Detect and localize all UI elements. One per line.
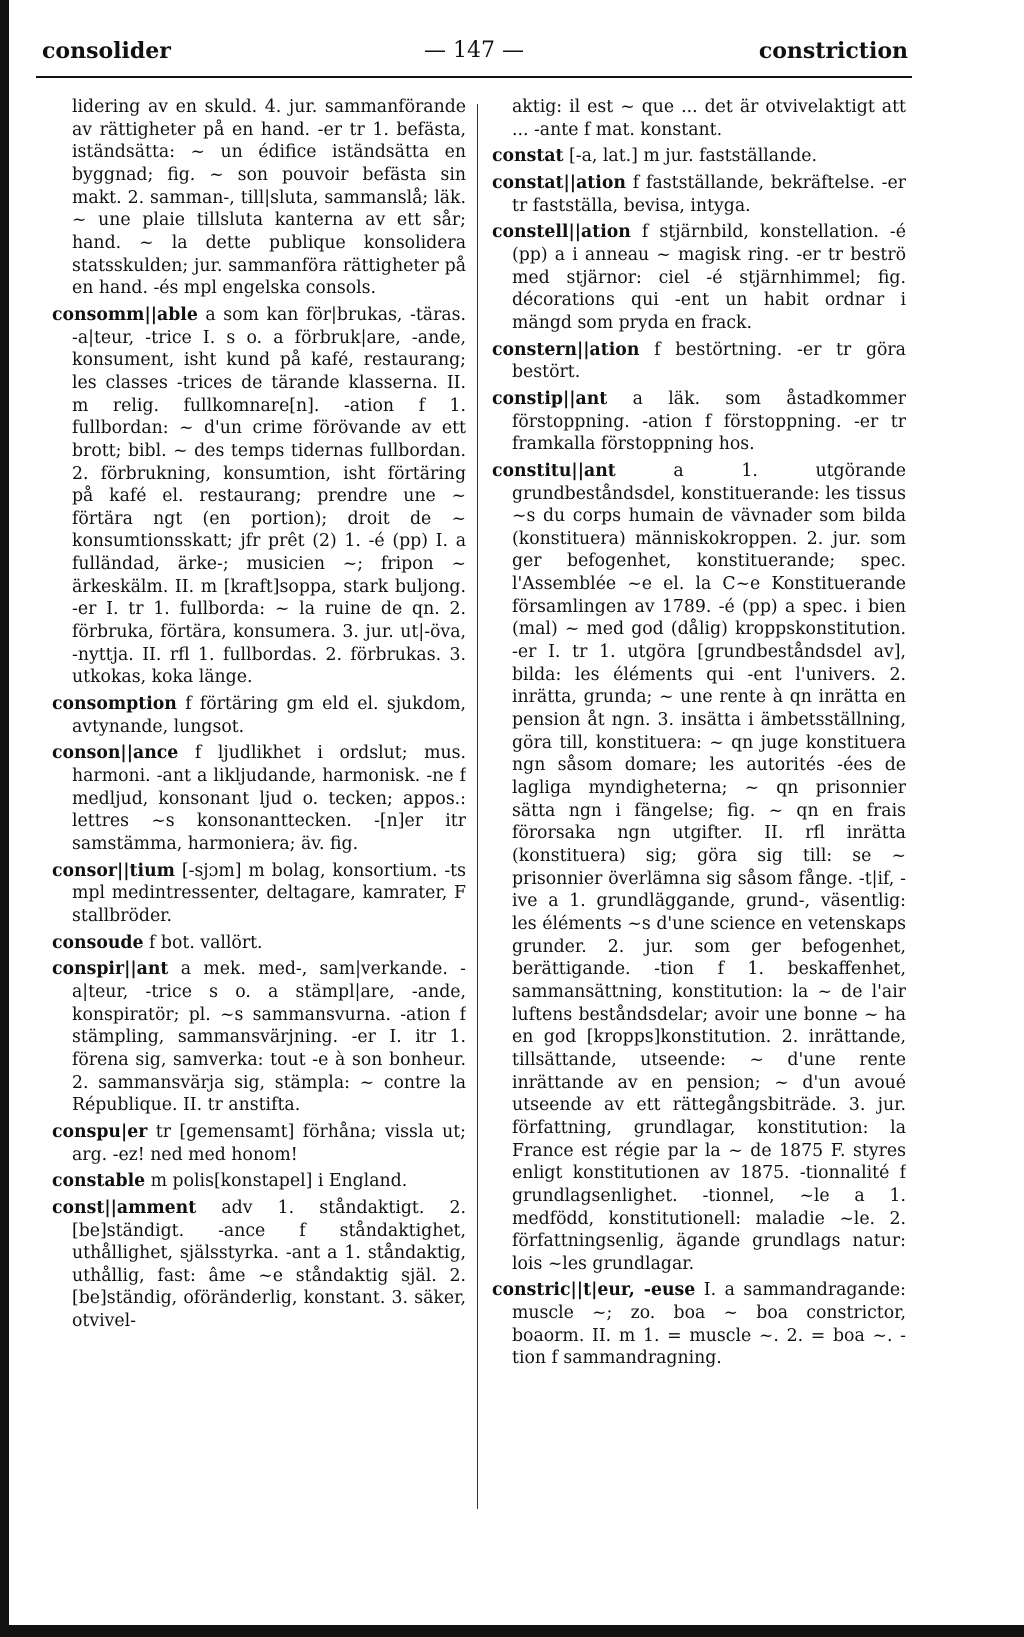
entry-headword: constric||t|eur, -euse bbox=[492, 1280, 696, 1301]
entry-text: a läk. som åstadkommer förstoppning. -ation f förstoppning. -er tr framkalla förstoppning hos. bbox=[512, 388, 906, 455]
dictionary-entry bbox=[52, 304, 466, 689]
dictionary-entry bbox=[492, 1279, 906, 1370]
scan-bottom-edge bbox=[0, 1625, 1024, 1637]
dictionary-entry bbox=[492, 460, 906, 1276]
left-column bbox=[52, 96, 466, 1516]
entry-text: f fastställande, bekräftelse. -er tr fastställa, bevisa, intyga. bbox=[512, 172, 906, 216]
entry-text: a mek. med-, sam|verkande. -a|teur, -trice s o. a stämpl|are, -ande, konspiratör; pl. ~s sammansvurna. -ation f stämpling, sammansvärjning. -er I. itr 1. förena sig, samverka: tout -e à son bonheur. 2. sammansvärja sig, stämpla: ~ contre la République. II. tr anstifta. bbox=[72, 959, 466, 1116]
scan-left-edge bbox=[0, 0, 9, 1637]
entry-headword: conspir||ant bbox=[52, 959, 169, 980]
dictionary-entry bbox=[52, 96, 466, 300]
dictionary-entry bbox=[52, 1170, 466, 1193]
entry-headword: consor||tium bbox=[52, 860, 175, 881]
entry-headword: consomm||able bbox=[52, 304, 198, 325]
dictionary-entry bbox=[492, 388, 906, 456]
dictionary-entry bbox=[52, 742, 466, 855]
page-header bbox=[38, 38, 910, 78]
dictionary-entry bbox=[52, 958, 466, 1117]
entry-headword: consomption bbox=[52, 694, 177, 715]
dictionary-entry bbox=[492, 145, 906, 168]
entry-headword: constip||ant bbox=[492, 388, 608, 409]
entry-text: a 1. utgörande grundbeståndsdel, konstituerande: les tissus ~s du corps humain de vävnader som bilda (konstituera) människokroppen. 2. jur. som ger befogenhet, konstituerande; spec. l'Assemblée ~e el. la C~e Konstituerande församlingen av 1789. -é (pp) a spec. i bien (mal) ~ med god (dålig) kroppskonstitution. -er I. tr 1. utgöra [grundbeståndsdel av], bilda: les éléments qui -ent l'univers. 2. inrätta, grunda; ~ une rente à qn inrätta en pension åt ngn. 3. insätta i ämbetsställning, göra till, konstituera: ~ qn juge konstituera ngn såsom domare; les autorités -ées de lagliga myndigheterna; ~ qn prisonnier sätta ngn i fängelse; fig. ~ qn en frais förorsaka ngn utgifter. II. rfl inrätta (konstituera) sig; göra sig till: se ~ prisonnier överlämna sig såsom fånge. -t|if, -ive a 1. grundläggande, grund-, väsentlig: les éléments ~s d'une science en vetenskaps grunder. 2. jur. som ger befogenhet, berättigande. -tion f 1. beskaffenhet, sammansättning, konstitution: la ~ de l'air luftens beståndsdelar; avoir une bonne ~ ha en god [kropps]konstitution. 2. inrättande, tillsättande, utseende: ~ d'une rente inrättande av en pension; ~ d'un avoué utseende av ett rättegångsbiträde. 3. jur. författning, grundlagar, konstitution: la France est régie par la ~ de 1875 F. styres enligt konstitutionen av 1875. -tionnalité f grundlagsenlighet. -tionnel, ~le a 1. medfödd, konstitutionell: maladie ~le. 2. författningsenlig, ägande grundlags natur: lois ~les grundlagar. bbox=[512, 460, 906, 1274]
dictionary-entry bbox=[52, 932, 466, 955]
entry-text: tr [gemensamt] förhåna; vissla ut; arg. -ez! ned med honom! bbox=[72, 1121, 466, 1165]
dictionary-entry bbox=[492, 96, 906, 141]
header-first-entry: consolider bbox=[42, 38, 171, 64]
entry-text: m polis[konstapel] i England. bbox=[150, 1171, 408, 1192]
dictionary-entry bbox=[52, 693, 466, 738]
right-column bbox=[492, 96, 906, 1516]
entry-headword: constell||ation bbox=[492, 222, 631, 243]
entry-headword: const||amment bbox=[52, 1197, 197, 1218]
entry-text: I. a sammandragande: muscle ~; zo. boa ~ boa constrictor, boaorm. II. m 1. = muscle ~. 2. = boa ~. -tion f sammandragning. bbox=[512, 1280, 906, 1369]
header-last-entry: constriction bbox=[758, 38, 908, 64]
entry-text: [-a, lat.] m jur. fastställande. bbox=[569, 146, 818, 167]
entry-text: adv 1. ståndaktigt. 2. [be]ständigt. -ance f ståndaktighet, uthållighet, själsstyrka. -ant a 1. ståndaktig, uthållig, fast: âme ~e ståndaktig själ. 2. [be]ständig, oföränderlig, konstant. 3. säker, otvivel- bbox=[72, 1197, 466, 1332]
header-rule bbox=[36, 76, 912, 78]
dictionary-entry bbox=[492, 221, 906, 334]
entry-text: f ljudlikhet i ordslut; mus. harmoni. -ant a likljudande, harmonisk. -ne f medljud, konsonant ljud o. tecken; appos.: lettres ~s konsonanttecken. -[n]er itr samstämma, harmoniera; äv. fig. bbox=[72, 743, 466, 854]
entry-headword: consoude bbox=[52, 932, 144, 953]
entry-text: lidering av en skuld. 4. jur. sammanförande av rättigheter på en hand. -er tr 1. befästa, iständsätta: ~ un édifice iständsätta en byggnad; fig. ~ son pouvoir befästa sin makt. 2. samman-, till|sluta, sammanslå; läk. ~ une plaie tillsluta kanterna av ett sår; hand. ~ la dette publique konsolidera statsskulden; jur. sammanföra rättigheter på en hand. -és mpl engelska consols. bbox=[72, 97, 466, 299]
entry-text: f förtäring gm eld el. sjukdom, avtynande, lungsot. bbox=[72, 694, 466, 737]
column-divider bbox=[477, 104, 478, 1509]
entry-headword: constat bbox=[492, 146, 564, 167]
page-number: — 147 — bbox=[424, 38, 524, 63]
entry-headword: conspu|er bbox=[52, 1121, 148, 1142]
entry-headword: constitu||ant bbox=[492, 460, 616, 481]
dictionary-entry bbox=[492, 339, 906, 384]
entry-headword: conson||ance bbox=[52, 743, 179, 764]
entry-text: f stjärnbild, konstellation. -é (pp) a i anneau ~ magisk ring. -er tr beströ med stjärnor: ciel -é stjärnhimmel; fig. décorations qui -ent un habit ordnar i mängd som pryda en frack. bbox=[512, 222, 906, 333]
entry-text: [-sjɔm] m bolag, konsortium. -ts mpl medintressenter, deltagare, kamrater, F stallbröder. bbox=[72, 860, 466, 926]
dictionary-entry bbox=[492, 172, 906, 217]
entry-text: f bot. vallört. bbox=[149, 932, 263, 953]
entry-text: aktig: il est ~ que ... det är otvivelaktigt att ... -ante f mat. konstant. bbox=[512, 97, 906, 140]
dictionary-entry bbox=[52, 1197, 466, 1333]
entry-headword: constat||ation bbox=[492, 172, 626, 193]
dictionary-entry bbox=[52, 1121, 466, 1166]
entry-headword: constable bbox=[52, 1171, 146, 1192]
entry-text: a som kan för|brukas, -täras. -a|teur, -trice I. s o. a förbruk|are, -ande, konsument, isht kund på kafé, restaurang; les classes -trices de tärande klasserna. II. m relig. fullkomnare[n]. -ation f 1. fullbordan: ~ d'un crime förövande av ett brott; bibl. ~ des temps tidernas fullbordan. 2. förbrukning, konsumtion, isht förtäring på kafé el. restaurang; prendre une ~ förtära ngt (en portion); droit de ~ konsumtionsskatt; jfr prêt (2) 1. -é (pp) I. a fulländad, ärke-; musicien ~; fripon ~ ärkeskälm. II. m [kraft]soppa, stark buljong. -er I. tr 1. fullborda: ~ la ruine de qn. 2. förbruka, förtära, konsumera. 3. jur. ut|-öva, -nyttja. II. rfl 1. fullbordas. 2. förbrukas. 3. utkokas, koka länge. bbox=[72, 304, 466, 688]
entry-headword: constern||ation bbox=[492, 339, 640, 360]
dictionary-entry bbox=[52, 860, 466, 928]
entry-text: f bestörtning. -er tr göra bestört. bbox=[512, 339, 906, 383]
